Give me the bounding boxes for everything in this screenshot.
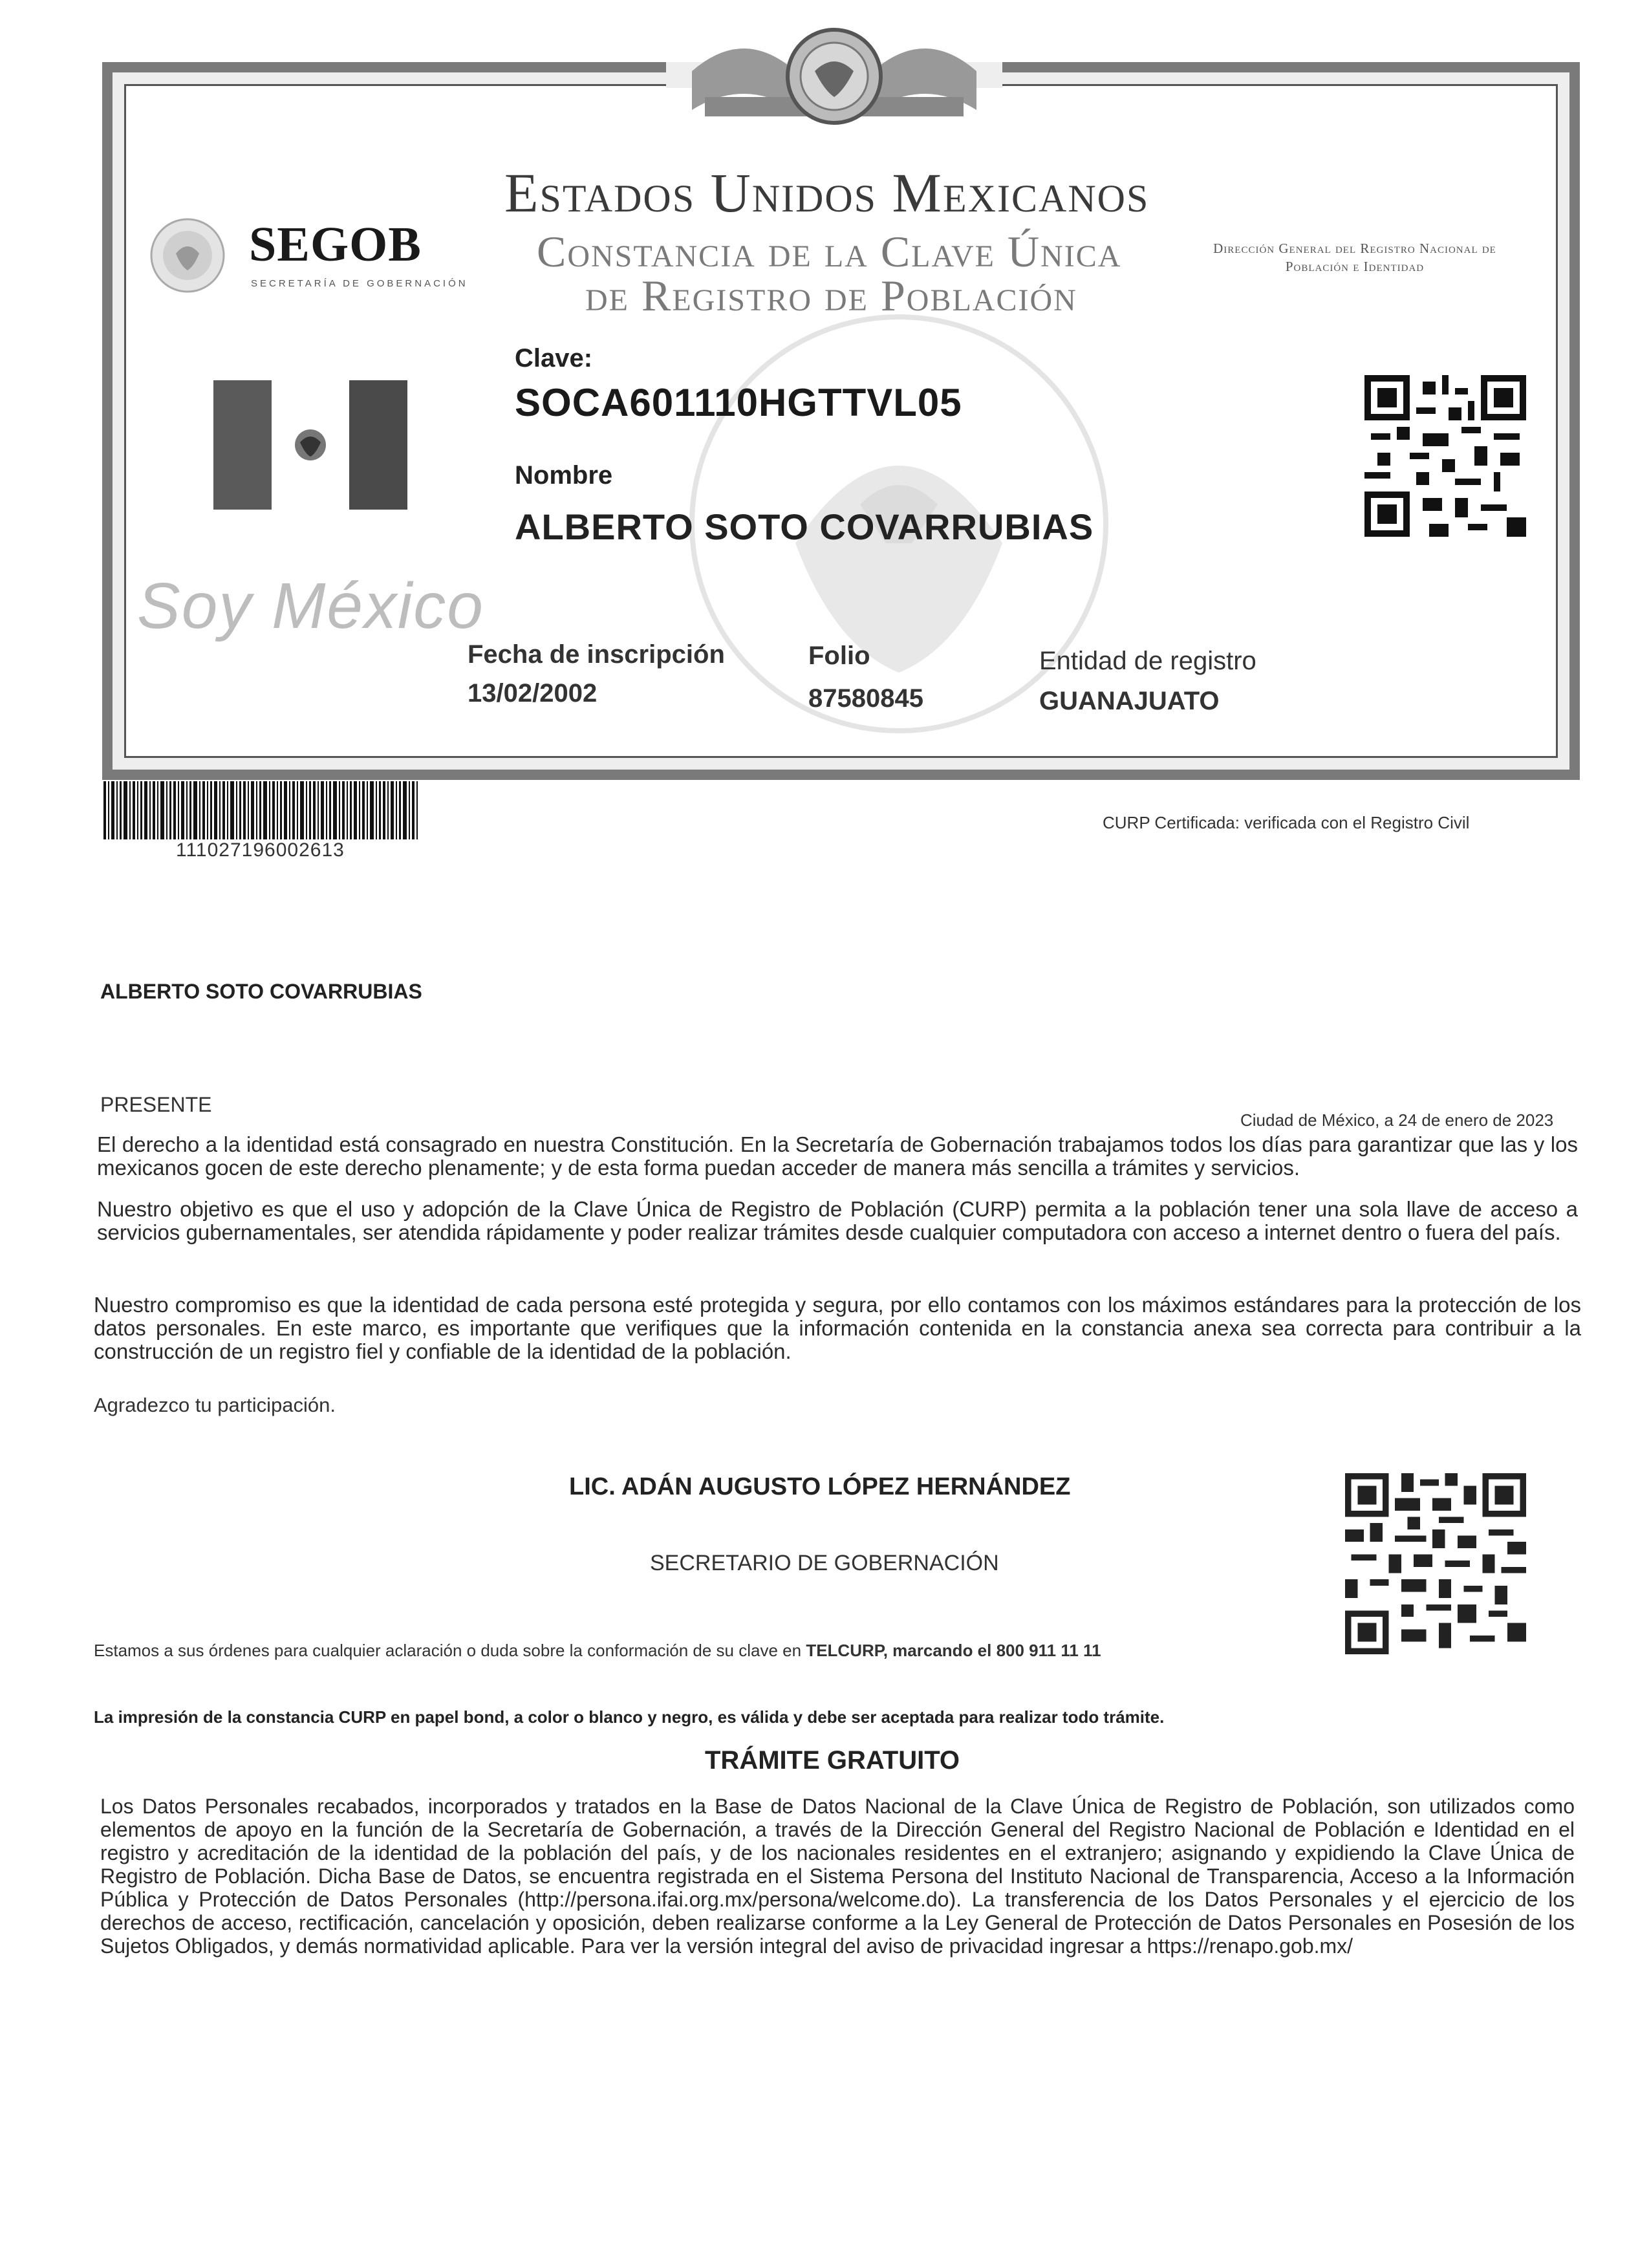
signer-name: LIC. ADÁN AUGUSTO LÓPEZ HERNÁNDEZ: [569, 1473, 1071, 1500]
tramite-gratuito-heading: TRÁMITE GRATUITO: [705, 1746, 960, 1775]
letter-closing: Agradezco tu participación.: [94, 1394, 336, 1416]
privacy-notice: Los Datos Personales recabados, incorporados y tratados en la Base de Datos Nacional de la Clave Única de Registro de Población, son utilizados como elementos de apoyo en la función de la Secretaría de Gobernación, a través de la Dirección General del Registro Nacional de Población e Identidad en el registro y acreditación de la identidad de la población del país, y de los nacionales residentes en el extranjero; asignando y expidiendo la Clave Única de Registro de Población. Dicha Base de Datos, se encuentra registrada en el Sistema Persona del Instituto Nacional de Transparencia, Acceso a la Información Pública y Protección de Datos Personales (http://persona.ifai.org.mx/persona/welcome.do). La transferencia de los Datos Personales y el ejercicio de los derechos de acceso, rectificación, cancelación y oposición, deben realizarse conforme a la Ley General de Protección de Datos Personales en Posesión de los Sujetos Obligados, y demás normatividad aplicable. Para ver la versión integral del aviso de privacidad ingresar a https://renapo.gob.mx/: [100, 1795, 1575, 1958]
mexican-flag-icon: [213, 380, 407, 510]
folio-value: 87580845: [808, 684, 923, 713]
letter-paragraph-3: Nuestro compromiso es que la identidad de cada persona esté protegida y segura, por ello contamos con los máximos estándares para la protección de los datos personales. En este marco, es importante que verifiques que la información contenida en la constancia anexa sea correcta para contribuir a la construcción de un registro fiel y confiable de la identidad de la población.: [94, 1293, 1581, 1363]
letter-salutation: PRESENTE: [100, 1093, 212, 1116]
nombre-value: ALBERTO SOTO COVARRUBIAS: [515, 506, 1094, 547]
document-subtitle-line-2: de Registro de Población: [585, 271, 1077, 320]
segob-logo-subtitle: SECRETARÍA DE GOBERNACIÓN: [251, 278, 468, 289]
telcurp-phone: TELCURP, marcando el 800 911 11 11: [806, 1641, 1101, 1660]
barcode-number: 111027196002613: [176, 839, 345, 861]
qr-code-icon: [1345, 1473, 1526, 1654]
document-subtitle-line-1: Constancia de la Clave Única: [537, 227, 1122, 276]
nombre-label: Nombre: [515, 461, 613, 490]
fecha-inscripcion-value: 13/02/2002: [468, 679, 598, 707]
clave-label: Clave:: [515, 344, 593, 373]
letter-recipient: ALBERTO SOTO COVARRUBIAS: [100, 980, 422, 1003]
fecha-inscripcion-label: Fecha de inscripción: [468, 640, 725, 669]
entidad-registro-value: GUANAJUATO: [1039, 687, 1220, 715]
barcode-icon: [103, 781, 420, 839]
contact-note: Estamos a sus órdenes para cualquier aclaración o duda sobre la conformación de su clave en TELCURP, marcando el 800 911 11 11: [94, 1641, 1101, 1660]
document-title: Estados Unidos Mexicanos: [504, 162, 1150, 224]
agency-name: Dirección General del Registro Nacional de Población e Identidad: [1213, 241, 1496, 274]
entidad-registro-label: Entidad de registro: [1039, 647, 1256, 675]
qr-code-icon: [1364, 375, 1526, 537]
soy-mexico-slogan: Soy México: [137, 570, 484, 642]
curp-certificada-note: CURP Certificada: verificada con el Registro Civil: [1103, 813, 1470, 832]
segob-seal-icon: [149, 213, 226, 297]
segob-logo-text: SEGOB: [249, 217, 422, 272]
clave-value: SOCA601110HGTTVL05: [515, 381, 962, 424]
letter-place-date: Ciudad de México, a 24 de enero de 2023: [1240, 1110, 1554, 1130]
letter-paragraph-1: El derecho a la identidad está consagrado en nuestra Constitución. En la Secretaría de Gobernación trabajamos todos los días para garantizar que las y los mexicanos gocen de este derecho plenamente; y de esta forma puedan acceder de manera más sencilla a trámites y servicios.: [97, 1132, 1578, 1180]
letter-paragraph-2: Nuestro objetivo es que el uso y adopción de la Clave Única de Registro de Población (CURP) permita a la población tener una sola llave de acceso a servicios gubernamentales, ser atendida rápidamente y poder realizar trámites desde cualquier computadora con acceso a internet dentro o fuera del país.: [97, 1197, 1578, 1244]
folio-label: Folio: [808, 642, 870, 670]
printing-validity-note: La impresión de la constancia CURP en papel bond, a color o blanco y negro, es válida y debe ser aceptada para realizar todo trámite.: [94, 1707, 1165, 1727]
signer-role: SECRETARIO DE GOBERNACIÓN: [650, 1551, 999, 1575]
mexican-eagle-emblem-icon: [666, 0, 1002, 149]
